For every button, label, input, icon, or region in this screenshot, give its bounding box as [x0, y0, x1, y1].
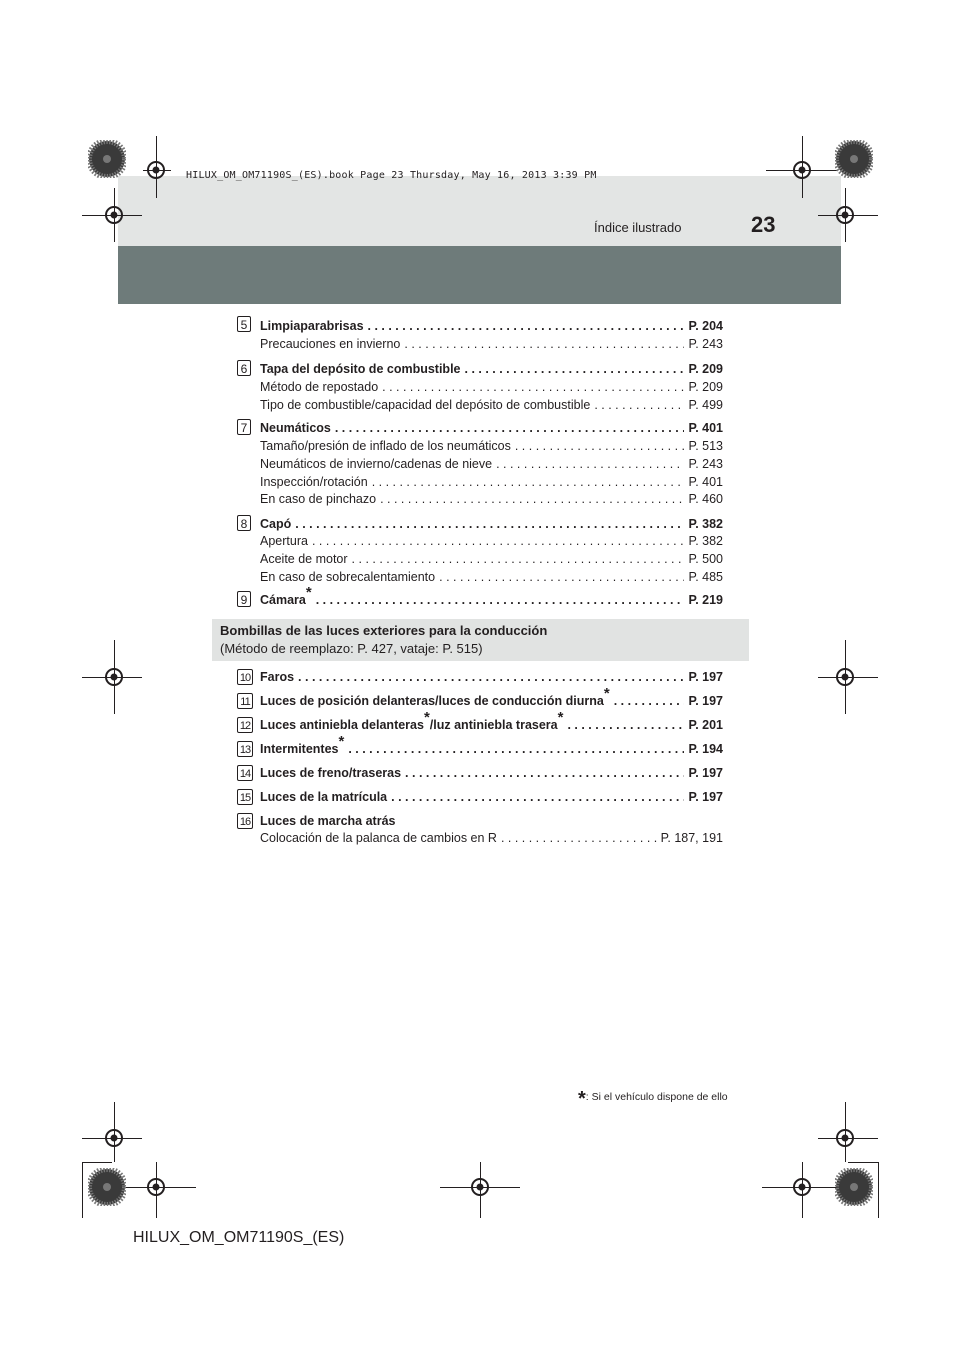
starburst-disc-icon	[88, 140, 126, 178]
dot-leader	[348, 742, 684, 756]
footnote	[578, 1083, 728, 1110]
entry-page-ref: P. 209	[688, 362, 723, 376]
dot-leader	[298, 670, 684, 684]
index-entry[interactable]	[260, 552, 723, 570]
dot-leader	[405, 766, 684, 780]
box-subtitle: (Método de reemplazo: P. 427, vataje: P. 515)	[220, 641, 483, 656]
entry-label: Capó	[260, 517, 292, 531]
entry-page-ref: P. 187, 191	[660, 831, 723, 845]
dot-leader	[316, 593, 685, 607]
entry-label: Luces antiniebla delanteras*/luz antiniebla trasera*	[260, 708, 564, 732]
index-entry[interactable]	[260, 319, 723, 337]
entry-page-ref: P. 201	[688, 718, 723, 732]
entry-label: Faros	[260, 670, 295, 684]
entry-page-ref: P. 197	[688, 694, 723, 708]
entry-label: Colocación de la palanca de cambios en R	[260, 831, 497, 845]
item-number-badge: 10	[237, 669, 253, 685]
section-title: Índice ilustrado	[594, 220, 682, 235]
entry-label: Luces de freno/traseras	[260, 766, 402, 780]
item-number-badge: 13	[237, 741, 253, 757]
index-entry[interactable]	[260, 439, 723, 457]
dot-leader	[515, 439, 685, 453]
entry-page-ref: P. 243	[688, 457, 723, 471]
index-entry[interactable]	[260, 457, 723, 475]
entry-page-ref: P. 243	[688, 337, 723, 351]
entry-page-ref: P. 382	[688, 517, 723, 531]
dot-leader	[404, 337, 684, 351]
index-entry[interactable]	[260, 421, 723, 439]
entry-page-ref: P. 197	[688, 790, 723, 804]
book-info-line: HILUX_OM_OM71190S_(ES).book Page 23 Thursday, May 16, 2013 3:39 PM	[186, 170, 597, 181]
entry-page-ref: P. 401	[688, 475, 723, 489]
starburst-disc-icon	[88, 1168, 126, 1206]
dot-leader	[368, 319, 685, 333]
dot-leader	[465, 362, 685, 376]
entry-label: En caso de pinchazo	[260, 492, 377, 506]
header-band-light	[118, 176, 841, 246]
item-number-badge: 16	[237, 813, 253, 829]
dot-leader	[312, 534, 685, 548]
index-entry[interactable]	[260, 790, 723, 808]
entry-page-ref: P. 197	[688, 766, 723, 780]
item-number-badge: 5	[237, 316, 251, 332]
index-entry[interactable]	[260, 362, 723, 380]
dot-leader	[501, 831, 657, 845]
entry-page-ref: P. 209	[688, 380, 723, 394]
dot-leader	[372, 475, 685, 489]
index-entry[interactable]	[260, 398, 723, 416]
index-entry[interactable]	[260, 732, 723, 760]
dot-leader	[295, 517, 684, 531]
box-title: Bombillas de las luces exteriores para la conducción	[220, 623, 548, 638]
entry-label: Neumáticos	[260, 421, 331, 435]
entry-label: Tamaño/presión de inflado de los neumáticos	[260, 439, 511, 453]
dot-leader	[352, 552, 685, 566]
registration-target-icon	[470, 1177, 490, 1197]
registration-target-icon	[835, 667, 855, 687]
registration-target-icon	[104, 205, 124, 225]
index-entry[interactable]	[260, 380, 723, 398]
entry-label: Luces de posición delanteras/luces de conducción diurna*	[260, 684, 610, 708]
entry-label: Inspección/rotación	[260, 475, 368, 489]
registration-target-icon	[792, 160, 812, 180]
dot-leader	[496, 457, 684, 471]
entry-page-ref: P. 204	[688, 319, 723, 333]
entry-page-ref: P. 500	[688, 552, 723, 566]
index-entry[interactable]	[260, 570, 723, 588]
dot-leader	[614, 694, 685, 708]
footnote-star: *	[603, 684, 610, 702]
footnote-star: *	[578, 1088, 586, 1110]
footnote-star: *	[305, 583, 312, 601]
registration-target-icon	[146, 1177, 166, 1197]
item-number-badge: 7	[237, 419, 251, 435]
dot-leader	[439, 570, 684, 584]
exterior-bulbs-box	[212, 619, 749, 661]
index-entry[interactable]	[260, 492, 723, 510]
entry-page-ref: P. 401	[688, 421, 723, 435]
entry-label: Apertura	[260, 534, 308, 548]
entry-label: Neumáticos de invierno/cadenas de nieve	[260, 457, 493, 471]
entry-label: Precauciones en invierno	[260, 337, 401, 351]
index-entry[interactable]	[260, 831, 723, 849]
dot-leader	[567, 718, 684, 732]
index-entry[interactable]	[260, 517, 723, 535]
registration-target-icon	[146, 160, 166, 180]
dot-leader	[594, 398, 684, 412]
footnote-star: *	[557, 708, 564, 726]
entry-label: Cámara*	[260, 583, 312, 607]
dot-leader	[335, 421, 685, 435]
index-entry[interactable]	[260, 708, 723, 736]
header-band-dark	[118, 246, 841, 304]
registration-target-icon	[792, 1177, 812, 1197]
registration-target-icon	[835, 205, 855, 225]
entry-page-ref: P. 382	[688, 534, 723, 548]
item-number-badge: 14	[237, 765, 253, 781]
registration-target-icon	[104, 1128, 124, 1148]
item-number-badge: 11	[237, 693, 253, 709]
footnote-text: : Si el vehículo dispone de ello	[585, 1091, 728, 1103]
entry-page-ref: P. 485	[688, 570, 723, 584]
item-number-badge: 9	[237, 591, 251, 607]
item-number-badge: 6	[237, 360, 251, 376]
entry-page-ref: P. 194	[688, 742, 723, 756]
starburst-disc-icon	[835, 1168, 873, 1206]
item-number-badge: 15	[237, 789, 253, 805]
index-entry[interactable]	[260, 684, 723, 712]
dot-leader	[391, 790, 684, 804]
footnote-star: *	[423, 708, 430, 726]
footnote-star: *	[338, 732, 345, 750]
entry-page-ref: P. 513	[688, 439, 723, 453]
document-code: HILUX_OM_OM71190S_(ES)	[133, 1229, 345, 1246]
entry-page-ref: P. 499	[688, 398, 723, 412]
registration-target-icon	[104, 667, 124, 687]
registration-target-icon	[835, 1128, 855, 1148]
dot-leader	[382, 380, 684, 394]
entry-label: Método de repostado	[260, 380, 379, 394]
starburst-disc-icon	[835, 140, 873, 178]
index-entry[interactable]	[260, 670, 723, 688]
entry-label: En caso de sobrecalentamiento	[260, 570, 436, 584]
item-number-badge: 12	[237, 717, 253, 733]
item-number-badge: 8	[237, 515, 251, 531]
entry-label: Tapa del depósito de combustible	[260, 362, 461, 376]
page-number: 23	[751, 212, 776, 237]
index-entry[interactable]	[260, 766, 723, 784]
entry-label: Luces de marcha atrás	[260, 814, 396, 828]
index-entry[interactable]	[260, 534, 723, 552]
entry-label: Aceite de motor	[260, 552, 348, 566]
index-entry[interactable]	[260, 475, 723, 493]
index-entry[interactable]	[260, 337, 723, 355]
index-entry[interactable]	[260, 583, 723, 611]
entry-label: Luces de la matrícula	[260, 790, 388, 804]
entry-label: Tipo de combustible/capacidad del depósito de combustible	[260, 398, 591, 412]
entry-label: Intermitentes*	[260, 732, 345, 756]
dot-leader	[380, 492, 684, 506]
entry-page-ref: P. 460	[688, 492, 723, 506]
entry-page-ref: P. 219	[688, 593, 723, 607]
entry-page-ref: P. 197	[688, 670, 723, 684]
entry-label: Limpiaparabrisas	[260, 319, 364, 333]
